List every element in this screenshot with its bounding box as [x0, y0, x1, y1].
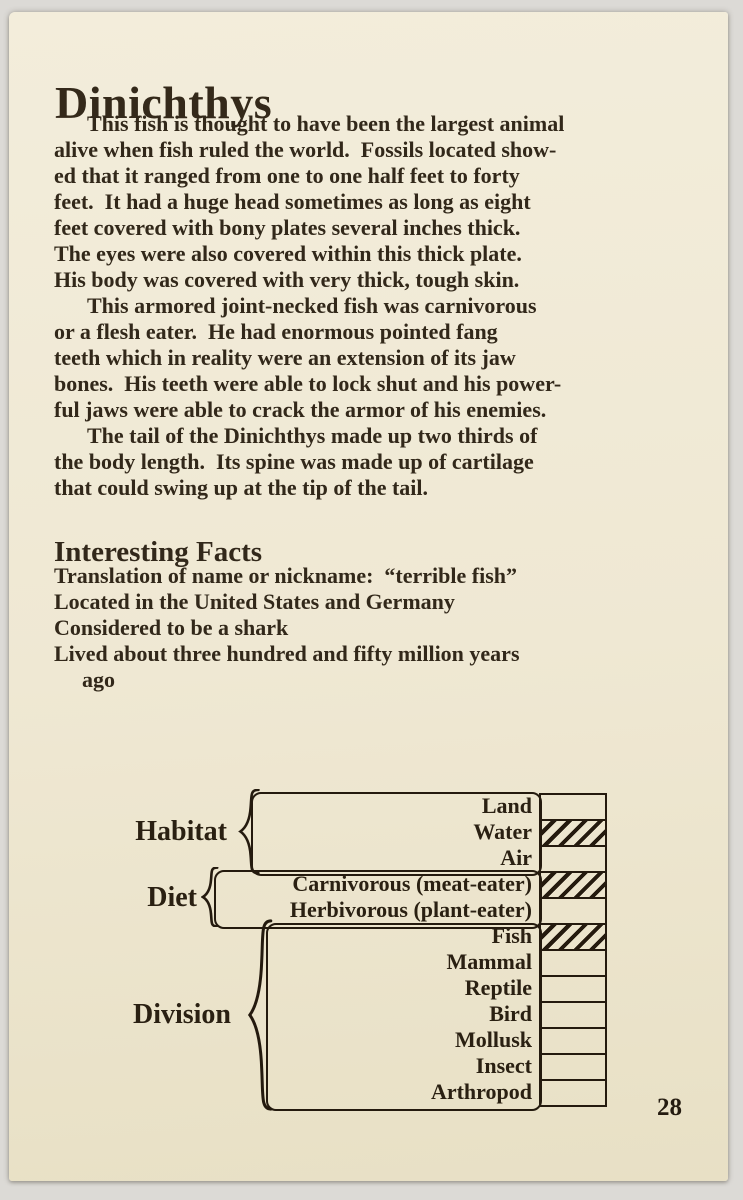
checkbox-herbivorous: [539, 897, 607, 925]
checkbox-fish: [539, 923, 607, 951]
body-line: The eyes were also covered within this thick plate.: [54, 241, 522, 266]
row-label-fish: Fish: [491, 923, 532, 948]
body-text: [54, 111, 704, 501]
checkbox-column: [539, 793, 607, 1107]
book-page-card: [9, 12, 728, 1181]
fact-line: Located in the United States and Germany: [54, 589, 455, 614]
checkbox-air: [539, 845, 607, 873]
page-number: 28: [657, 1094, 682, 1121]
checkbox-mollusk: [539, 1027, 607, 1055]
fact-line: Translation of name or nickname: “terrible fish”: [54, 563, 517, 588]
page-title: Dinichthys: [55, 76, 273, 128]
body-line: ed that it ranged from one to one half feet to forty: [54, 163, 520, 188]
checkbox-mammal: [539, 949, 607, 977]
checkbox-arthropod: [539, 1079, 607, 1107]
row-label-land: Land: [481, 793, 532, 818]
fact-line: ago: [82, 667, 115, 692]
checkbox-land: [539, 793, 607, 821]
body-line: This fish is thought to have been the largest animal: [87, 111, 565, 136]
chart-row-labels: [209, 793, 532, 1105]
row-label-bird: Bird: [489, 1001, 532, 1026]
row-label-air: Air: [500, 845, 532, 870]
body-line: feet. It had a huge head sometimes as long as eight: [54, 189, 531, 214]
fact-line: Lived about three hundred and fifty million years: [54, 641, 520, 666]
row-label-arthropod: Arthropod: [430, 1079, 532, 1104]
facts-list: [54, 563, 704, 693]
checkbox-water: [539, 819, 607, 847]
facts-heading: Interesting Facts: [54, 536, 263, 569]
body-line: bones. His teeth were able to lock shut and his power-: [54, 371, 562, 396]
chart-group-label-habitat: Habitat: [135, 816, 227, 847]
row-label-water: Water: [473, 819, 532, 844]
checkbox-reptile: [539, 975, 607, 1003]
fact-line: Considered to be a shark: [54, 615, 289, 640]
body-line: that could swing up at the tip of the tail.: [54, 475, 429, 500]
body-line: ful jaws were able to crack the armor of his enemies.: [54, 397, 547, 422]
body-line: feet covered with bony plates several inches thick.: [54, 215, 521, 240]
checkbox-carnivorous: [539, 871, 607, 899]
body-line: the body length. Its spine was made up of cartilage: [54, 449, 534, 474]
chart-group-label-division: Division: [132, 999, 231, 1030]
body-line: teeth which in reality were an extension of its jaw: [54, 345, 516, 370]
checkbox-bird: [539, 1001, 607, 1029]
body-line: alive when fish ruled the world. Fossils located show-: [54, 137, 557, 162]
body-line: or a flesh eater. He had enormous pointed fang: [54, 319, 498, 344]
body-line: The tail of the Dinichthys made up two thirds of: [87, 423, 538, 448]
row-label-herbivorous: Herbivorous (plant-eater): [289, 897, 532, 922]
row-label-reptile: Reptile: [464, 975, 532, 1000]
row-label-mollusk: Mollusk: [454, 1027, 532, 1052]
checkbox-insect: [539, 1053, 607, 1081]
body-line: This armored joint-necked fish was carnivorous: [87, 293, 537, 318]
row-label-mammal: Mammal: [446, 949, 532, 974]
body-line: His body was covered with very thick, tough skin.: [54, 267, 520, 292]
chart-group-label-diet: Diet: [147, 882, 197, 913]
row-label-carnivorous: Carnivorous (meat-eater): [292, 871, 532, 896]
row-label-insect: Insect: [475, 1053, 532, 1078]
